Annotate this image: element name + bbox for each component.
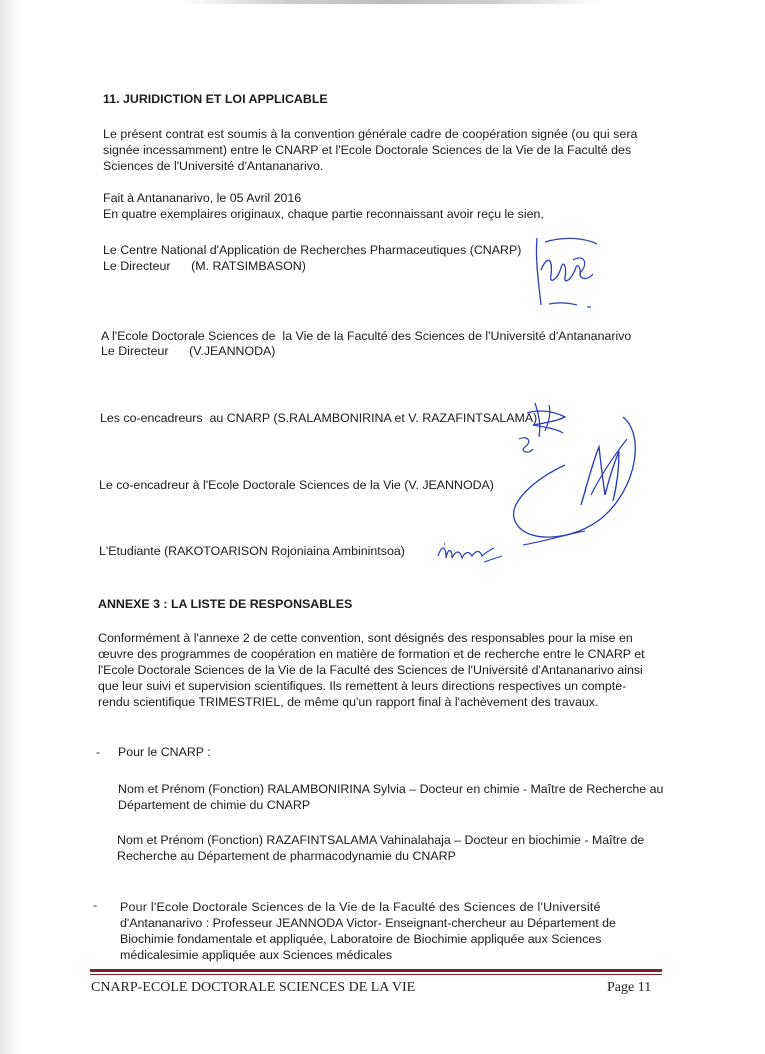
list-dash-ecole: - xyxy=(93,898,98,912)
annexe-3-para-line-3: l'Ecole Doctorale Sciences de la Vie de la Faculté des Sciences de l'Université d'Antananarivo ainsi xyxy=(98,663,643,677)
responsable-2-line-2: Recherche au Département de pharmacodynamie du CNARP xyxy=(117,849,456,863)
signature-coencadreurs xyxy=(505,395,650,565)
cnarp-org-label: Le Centre National d'Application de Recherches Pharmaceutiques (CNARP) xyxy=(103,243,522,257)
section-11-para-line-2: signée incessamment) entre le CNARP et l'Ecole Doctorale Sciences de la Vie de la Faculté des xyxy=(103,143,632,157)
fait-a-line: Fait à Antananarivo, le 05 Avril 2016 xyxy=(103,191,302,205)
etudiante-label: L'Etudiante (RAKOTOARISON Rojoniaina Ambinintsoa) xyxy=(99,544,405,558)
annexe-3-para-line-4: que leur suivi et supervision scientifiques. Ils remettent à leurs directions respectives un compte- xyxy=(98,679,627,693)
annexe-3-para-line-5: rendu scientifique TRIMESTRIEL, de même qu'un rapport final à l'achèvement des travaux. xyxy=(98,695,599,709)
annexe-3-heading: ANNEXE 3 : LA LISTE DE RESPONSABLES xyxy=(98,597,353,611)
ecole-responsable-line-1: Pour l'Ecole Doctorale Sciences de la Vie de la Faculté des Sciences de l'Université xyxy=(120,900,601,914)
signature-etudiante xyxy=(436,538,506,568)
scan-shadow-top xyxy=(180,0,600,4)
responsable-1-line-2: Département de chimie du CNARP xyxy=(118,798,311,812)
cnarp-responsables-label: Pour le CNARP : xyxy=(118,745,211,759)
coencadreurs-cnarp-label: Les co-encadreurs au CNARP (S.RALAMBONIRINA et V. RAZAFINTSALAMA) xyxy=(100,411,538,425)
ecole-responsable-line-4: médicalesimie appliquée aux Sciences médicales xyxy=(120,948,393,962)
footer-rule-thick xyxy=(90,969,662,972)
ecole-director-label: Le Directeur (V.JEANNODA) xyxy=(101,344,276,358)
responsable-1-line-1: Nom et Prénom (Fonction) RALAMBONIRINA Sylvia – Docteur en chimie - Maître de Recherche au xyxy=(118,782,664,796)
annexe-3-para-line-1: Conformément à l'annexe 2 de cette convention, sont désignés des responsables pour la mise en xyxy=(98,631,633,645)
scan-shadow-left xyxy=(0,0,22,1054)
list-dash-cnarp: - xyxy=(96,745,101,759)
exemplaires-line: En quatre exemplaires originaux, chaque partie reconnaissant avoir reçu le sien, xyxy=(103,207,544,221)
signature-director-cnarp xyxy=(525,230,605,315)
section-11-para-line-3: Sciences de l'Université d'Antananarivo. xyxy=(103,159,324,173)
ecole-org-label: A l'Ecole Doctorale Sciences de la Vie de la Faculté des Sciences de l'Université d'Antananarivo xyxy=(101,329,632,343)
footer-page-number: Page 11 xyxy=(607,980,652,995)
ecole-responsable-line-3: Biochimie fondamentale et appliquée, Laboratoire de Biochimie appliquée aux Sciences xyxy=(120,932,602,946)
cnarp-director-label: Le Directeur (M. RATSIMBASON) xyxy=(103,259,306,273)
ecole-responsable-line-2: d'Antananarivo : Professeur JEANNODA Victor- Enseignant-chercheur au Département de xyxy=(120,916,616,930)
section-11-heading: 11. JURIDICTION ET LOI APPLICABLE xyxy=(103,92,328,106)
responsable-2-line-1: Nom et Prénom (Fonction) RAZAFINTSALAMA Vahinalahaja – Docteur en biochimie - Maître de xyxy=(117,833,645,847)
footer-rule-thin xyxy=(90,974,662,975)
section-11-para-line-1: Le présent contrat est soumis à la convention générale cadre de coopération signée (ou qui sera xyxy=(103,127,638,141)
annexe-3-para-line-2: œuvre des programmes de coopération en matière de formation et de recherche entre le CNARP et xyxy=(98,647,645,661)
coencadreur-ecole-label: Le co-encadreur à l'Ecole Doctorale Sciences de la Vie (V. JEANNODA) xyxy=(99,478,494,492)
footer-title: CNARP-ECOLE DOCTORALE SCIENCES DE LA VIE xyxy=(91,980,416,995)
